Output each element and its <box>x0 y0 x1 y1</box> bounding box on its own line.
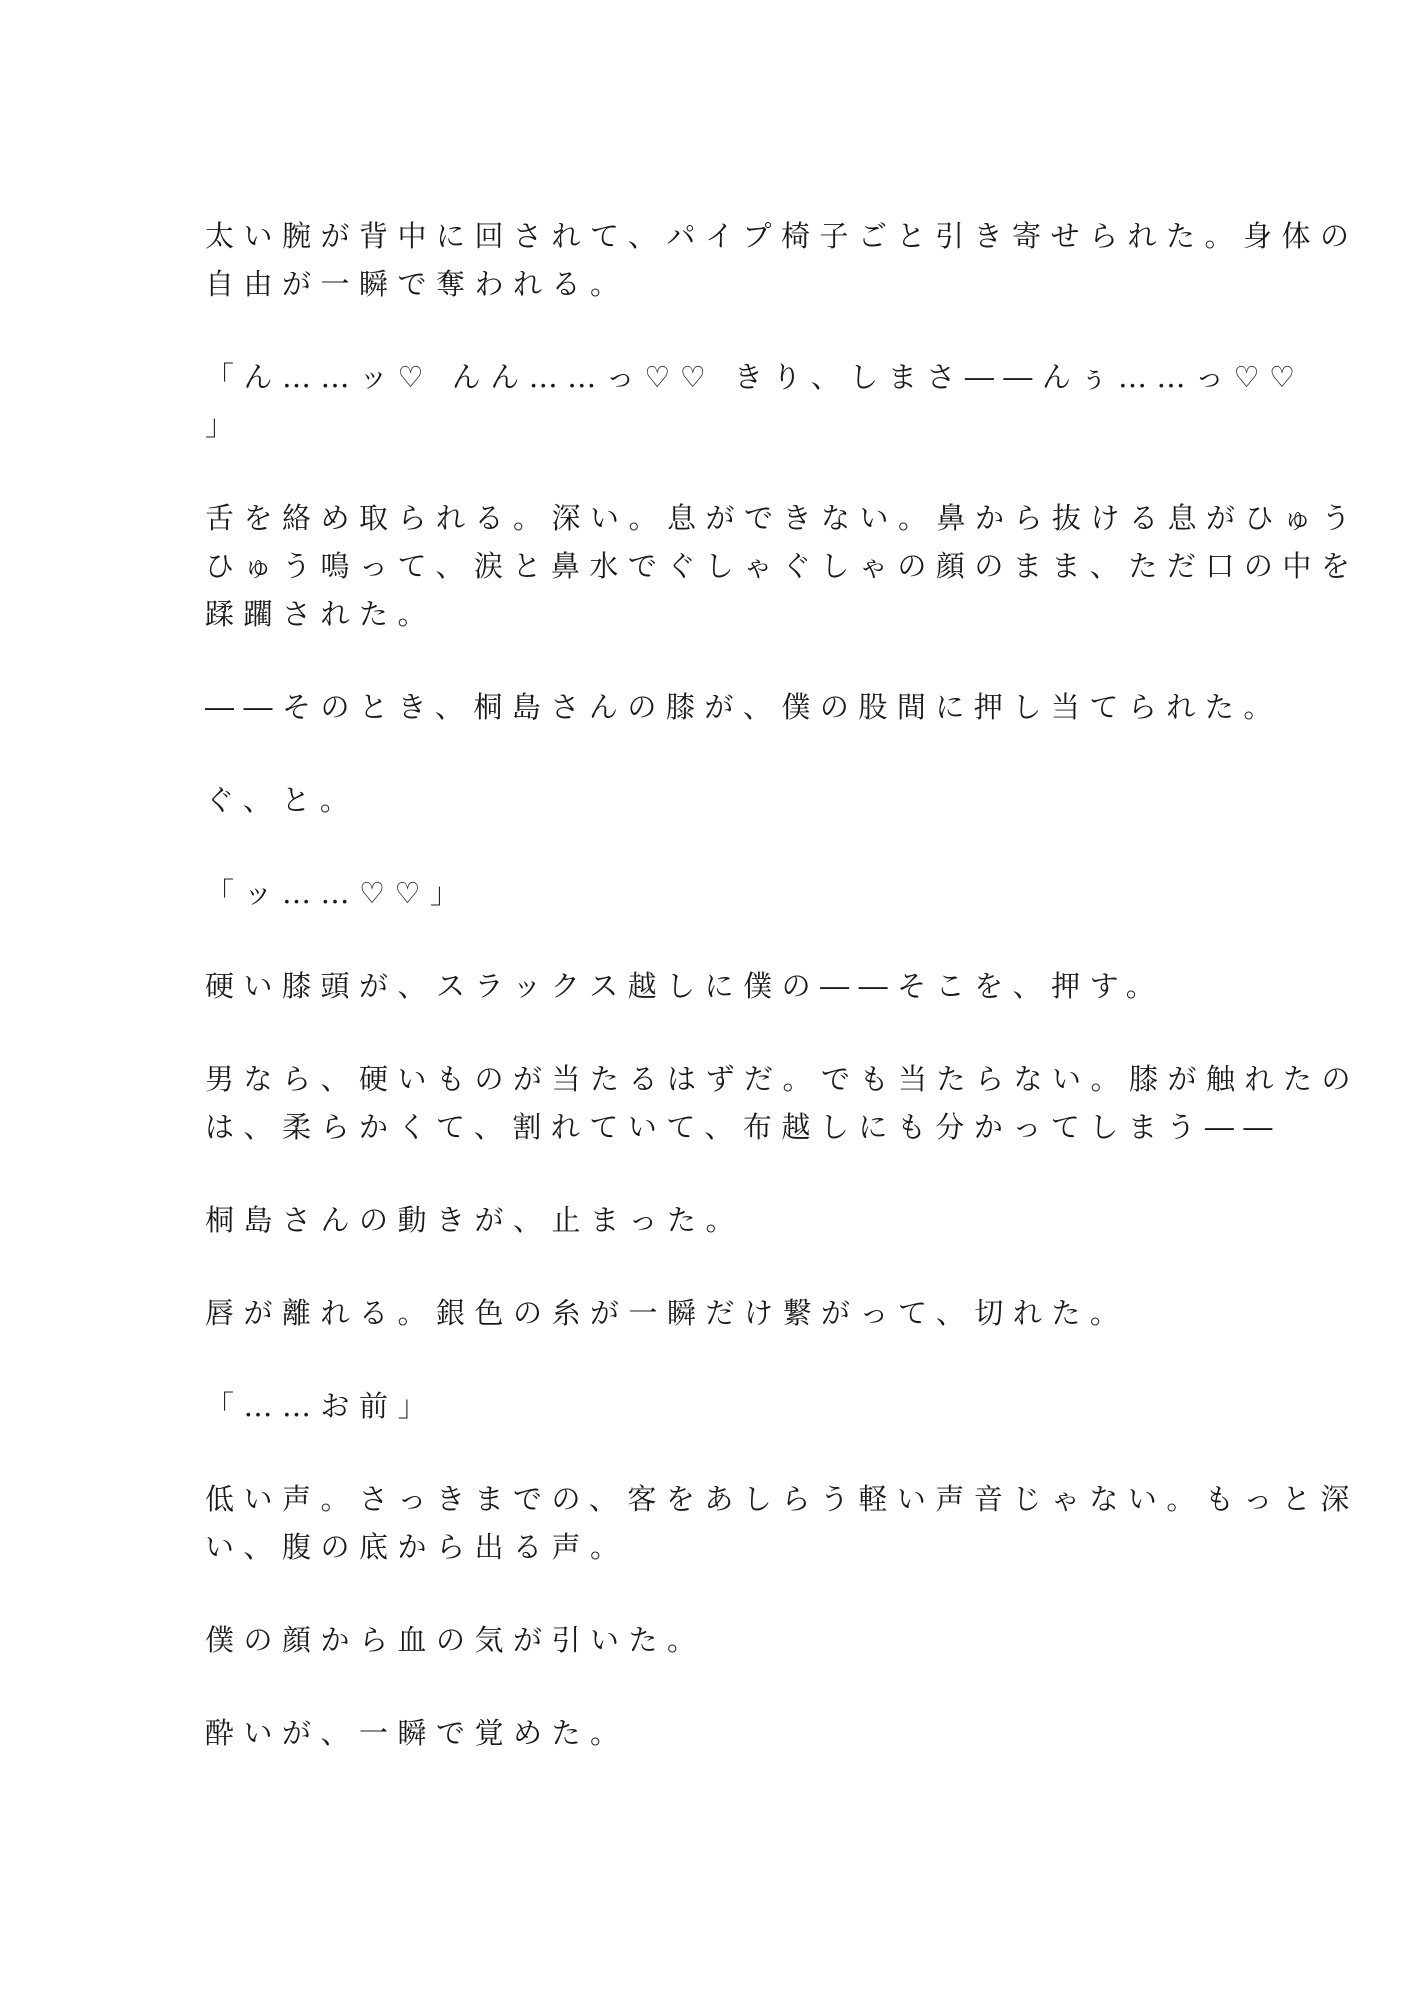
text-line: 硬い膝頭が、スラックス越しに僕の――そこを、押す。 <box>205 969 1165 1003</box>
text-line: 太い腕が背中に回されて、パイプ椅子ごと引き寄せられた。身体の <box>205 219 1359 253</box>
text-line: ひゅう鳴って、涙と鼻水でぐしゃぐしゃの顔のまま、ただ口の中を <box>205 549 1360 583</box>
paragraph <box>205 1475 1359 1571</box>
paragraph <box>205 1709 1215 1757</box>
paragraph <box>205 776 1215 824</box>
text-line: は、柔らかくて、割れていて、布越しにも分かってしまう―― <box>205 1110 1282 1144</box>
paragraph <box>205 962 1215 1010</box>
paragraph <box>205 1055 1361 1151</box>
text-line: ――そのとき、桐島さんの膝が、僕の股間に押し当てられた。 <box>205 690 1282 724</box>
text-line: 「……お前」 <box>205 1389 437 1423</box>
text-line: い、腹の底から出る声。 <box>205 1530 629 1564</box>
text-line: 酔いが、一瞬で覚めた。 <box>205 1716 629 1750</box>
text-line: 蹂躙された。 <box>205 597 437 631</box>
text-line: 男なら、硬いものが当たるはずだ。でも当たらない。膝が触れたの <box>205 1062 1361 1096</box>
text-line: 桐島さんの動きが、止まった。 <box>205 1203 745 1237</box>
paragraph <box>205 683 1282 731</box>
text-line: 」 <box>205 408 244 442</box>
text-line: 低い声。さっきまでの、客をあしらう軽い声音じゃない。もっと深 <box>205 1482 1359 1516</box>
text-line: 舌を絡め取られる。深い。息ができない。鼻から抜ける息がひゅう <box>205 501 1361 535</box>
body-text <box>205 212 1361 1802</box>
paragraph <box>205 212 1359 308</box>
text-line: 唇が離れる。銀色の糸が一瞬だけ繋がって、切れた。 <box>205 1296 1129 1330</box>
paragraph <box>205 1289 1215 1337</box>
text-line: ぐ、と。 <box>205 783 359 817</box>
paragraph <box>205 1196 1215 1244</box>
text-line: 「ッ……♡♡」 <box>205 876 469 910</box>
paragraph <box>205 494 1361 638</box>
paragraph <box>205 1616 1215 1664</box>
text-line: 自由が一瞬で奪われる。 <box>205 267 629 301</box>
text-line: 「ん……ッ♡ んん……っ♡♡ きり、しまさ――んぅ……っ♡♡ <box>205 360 1305 394</box>
paragraph <box>205 353 1305 449</box>
paragraph <box>205 1382 1215 1430</box>
text-line: 僕の顔から血の気が引いた。 <box>205 1623 706 1657</box>
paragraph <box>205 869 1215 917</box>
